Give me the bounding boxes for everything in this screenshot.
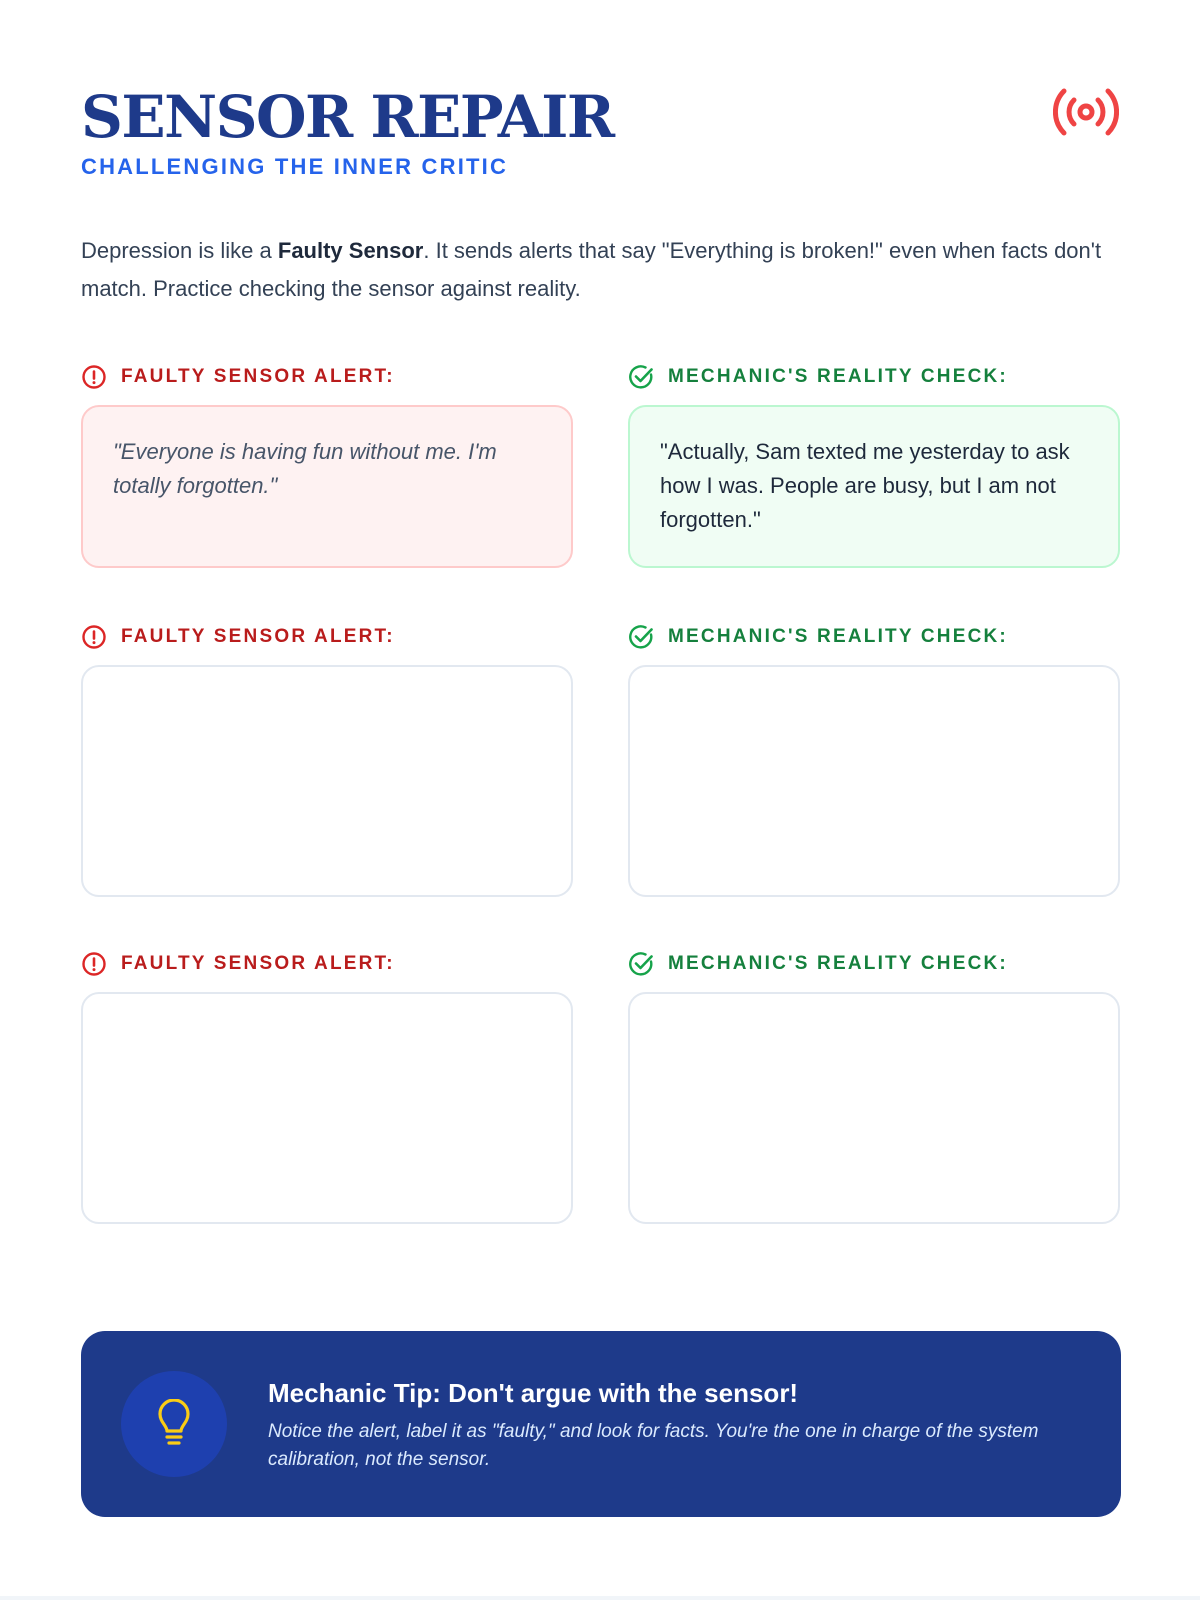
alert-column xyxy=(81,949,573,1224)
broadcast-signal-icon xyxy=(1053,86,1119,138)
alert-label xyxy=(81,949,573,979)
page-subtitle: CHALLENGING THE INNER CRITIC xyxy=(81,154,509,179)
alert-column xyxy=(81,362,573,568)
check-label-text: MECHANIC'S REALITY CHECK: xyxy=(668,626,1008,647)
check-circle-icon xyxy=(628,951,654,977)
alert-entry-text: "Everyone is having fun without me. I'm totally forgotten." xyxy=(113,439,497,498)
check-label-text: MECHANIC'S REALITY CHECK: xyxy=(668,366,1008,387)
intro-text-end: . It sends alerts that say "Everything is broken!" even when facts don't match. Practice checking the sensor against reality. xyxy=(81,238,1102,301)
alert-label-text: FAULTY SENSOR ALERT: xyxy=(121,366,395,387)
check-label xyxy=(628,362,1120,392)
lightbulb-icon xyxy=(155,1399,193,1449)
alert-label-text: FAULTY SENSOR ALERT: xyxy=(121,626,395,647)
intro-text-start: Depression is like a xyxy=(81,238,278,263)
check-column xyxy=(628,949,1120,1224)
alert-entry-box[interactable] xyxy=(81,405,573,568)
alert-label xyxy=(81,362,573,392)
check-entry-text: "Actually, Sam texted me yesterday to ask how I was. People are busy, but I am not forgotten." xyxy=(660,439,1070,532)
alert-circle-icon xyxy=(81,951,107,977)
check-entry-text xyxy=(630,667,1118,695)
alert-entry-box[interactable] xyxy=(81,665,573,897)
tip-heading: Mechanic Tip: Don't argue with the sensor! xyxy=(268,1378,799,1408)
page-title: SENSOR REPAIR xyxy=(81,83,614,151)
check-entry-text xyxy=(630,994,1118,1022)
check-label xyxy=(628,622,1120,652)
alert-entry-text xyxy=(83,667,571,695)
check-column xyxy=(628,362,1120,568)
worksheet-header xyxy=(81,83,1119,180)
check-entry-box[interactable] xyxy=(628,992,1120,1224)
intro-paragraph xyxy=(81,232,1121,308)
alert-label-text: FAULTY SENSOR ALERT: xyxy=(121,953,395,974)
tip-body: Notice the alert, label it as "faulty," and look for facts. You're the one in charge of the system calibration, not the sensor. xyxy=(268,1421,1039,1470)
intro-emphasis: Faulty Sensor xyxy=(277,238,424,263)
check-entry-box[interactable] xyxy=(628,405,1120,568)
alert-column xyxy=(81,622,573,897)
alert-entry-box[interactable] xyxy=(81,992,573,1224)
check-circle-icon xyxy=(628,364,654,390)
alert-label xyxy=(81,622,573,652)
check-label-text: MECHANIC'S REALITY CHECK: xyxy=(668,953,1008,974)
page-bottom-edge xyxy=(0,1596,1200,1600)
alert-circle-icon xyxy=(81,624,107,650)
alert-entry-text xyxy=(83,994,571,1022)
tip-badge xyxy=(121,1371,227,1477)
mechanic-tip-card xyxy=(81,1331,1121,1517)
alert-circle-icon xyxy=(81,364,107,390)
check-column xyxy=(628,622,1120,897)
check-label xyxy=(628,949,1120,979)
check-entry-box[interactable] xyxy=(628,665,1120,897)
check-circle-icon xyxy=(628,624,654,650)
